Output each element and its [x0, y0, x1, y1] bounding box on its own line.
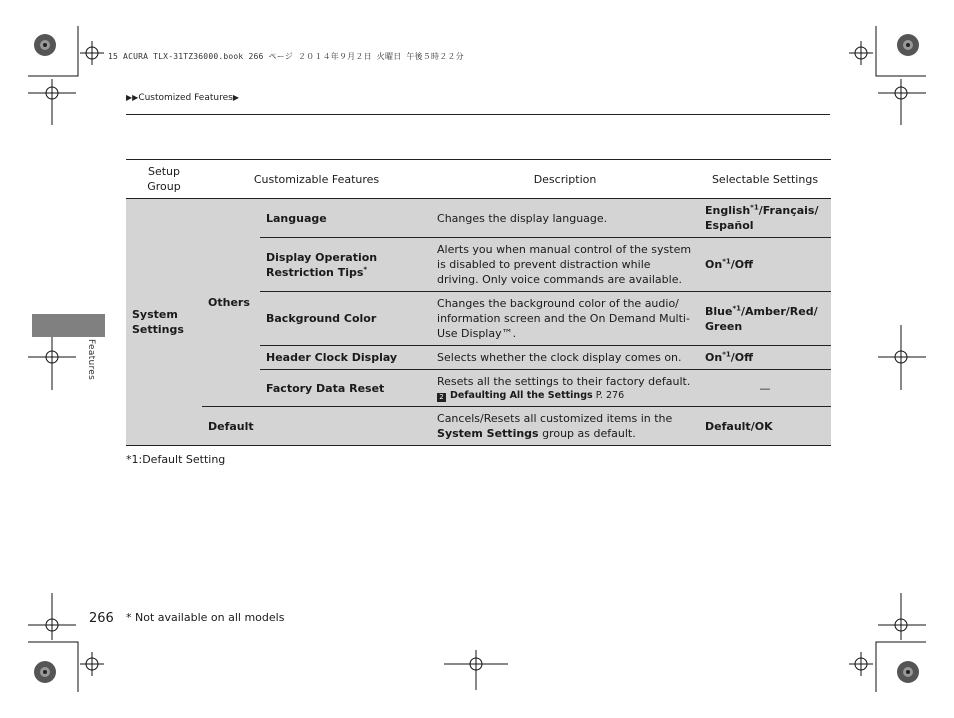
description-language: Changes the display language. — [431, 199, 699, 238]
default-setting-footnote: *1:Default Setting — [126, 453, 226, 466]
setting-option: Off — [734, 351, 754, 364]
feature-background-color: Background Color — [260, 292, 431, 346]
cross-reference-link[interactable] — [437, 389, 693, 402]
availability-marker: * — [363, 264, 368, 273]
description-text: Resets all the settings to their factory default. — [437, 375, 691, 388]
table-row — [126, 199, 831, 238]
settings-language — [699, 199, 831, 238]
page-number: 266 — [89, 611, 114, 626]
breadcrumb-trail-arrow: ▶ — [232, 93, 239, 102]
description-text: Cancels/Resets all customized items in the — [437, 412, 673, 425]
feature-header-clock: Header Clock Display — [260, 346, 431, 370]
settings-default — [699, 407, 831, 446]
breadcrumb — [126, 93, 239, 103]
settings-background-color — [699, 292, 831, 346]
feature-label: Display Operation Restriction Tips — [266, 250, 378, 279]
page-reference-icon: 2 — [437, 393, 446, 402]
settings-restriction-tips — [699, 238, 831, 292]
setting-option: On — [705, 351, 723, 364]
setting-separator: / — [813, 304, 818, 318]
feature-default: Default — [202, 407, 431, 446]
header-rule — [126, 114, 830, 115]
feature-restriction-tips — [260, 238, 431, 292]
setting-separator: / — [750, 419, 755, 433]
feature-factory-reset: Factory Data Reset — [260, 370, 431, 407]
subgroup-cell: Others — [202, 199, 260, 407]
default-marker: *1 — [750, 203, 759, 212]
availability-note: * Not available on all models — [126, 611, 285, 624]
description-bold: System Settings — [437, 427, 539, 440]
setting-option: OK — [754, 419, 773, 433]
table-row — [126, 407, 831, 446]
description-text: group as default. — [538, 427, 636, 440]
settings-factory-reset: — — [699, 370, 831, 407]
breadcrumb-label[interactable]: Customized Features — [138, 93, 233, 103]
header-features: Customizable Features — [202, 160, 431, 199]
header-settings: Selectable Settings — [699, 160, 831, 199]
header-description: Description — [431, 160, 699, 199]
setting-separator: / — [785, 304, 790, 318]
setting-separator: / — [730, 351, 735, 364]
settings-header-clock — [699, 346, 831, 370]
setting-separator: / — [814, 204, 819, 217]
side-tab-label: Features — [86, 339, 96, 381]
customization-table — [126, 159, 831, 446]
description-background-color: Changes the background color of the audio/ information screen and the On Demand Multi-Use Display™. — [431, 292, 699, 346]
setting-option: Green — [705, 319, 743, 333]
setting-option: Red — [789, 304, 814, 318]
xref-title: Defaulting All the Settings — [450, 390, 593, 401]
default-marker: *1 — [722, 350, 731, 359]
header-setup-group: Setup Group — [126, 160, 202, 199]
setting-option: On — [705, 258, 723, 271]
setting-option: Français — [762, 204, 815, 217]
breadcrumb-arrows: ▶▶ — [126, 93, 139, 102]
description-header-clock: Selects whether the clock display comes on. — [431, 346, 699, 370]
default-marker: *1 — [732, 303, 741, 312]
group-cell: System Settings — [126, 199, 202, 446]
setting-separator: / — [741, 304, 746, 318]
setting-option: English — [705, 204, 751, 217]
setting-option: Español — [705, 219, 754, 232]
setting-separator: / — [758, 204, 763, 217]
feature-language: Language — [260, 199, 431, 238]
table-header-row — [126, 160, 831, 199]
setting-separator: / — [730, 258, 735, 271]
description-factory-reset — [431, 370, 699, 407]
setting-option: Blue — [705, 304, 733, 318]
default-marker: *1 — [722, 257, 731, 266]
description-restriction-tips: Alerts you when manual control of the system is disabled to prevent distraction while driving. Only voice commands are available. — [431, 238, 699, 292]
print-header: 15 ACURA TLX-31TZ36000.book 266 ページ ２０１４年９月２日 火曜日 午後５時２２分 — [108, 52, 464, 61]
setting-option: Default — [705, 419, 751, 433]
setting-option: Off — [734, 258, 754, 271]
description-default — [431, 407, 699, 446]
xref-page: P. 276 — [595, 390, 625, 401]
side-tab — [32, 314, 105, 337]
setting-option: Amber — [745, 304, 786, 318]
